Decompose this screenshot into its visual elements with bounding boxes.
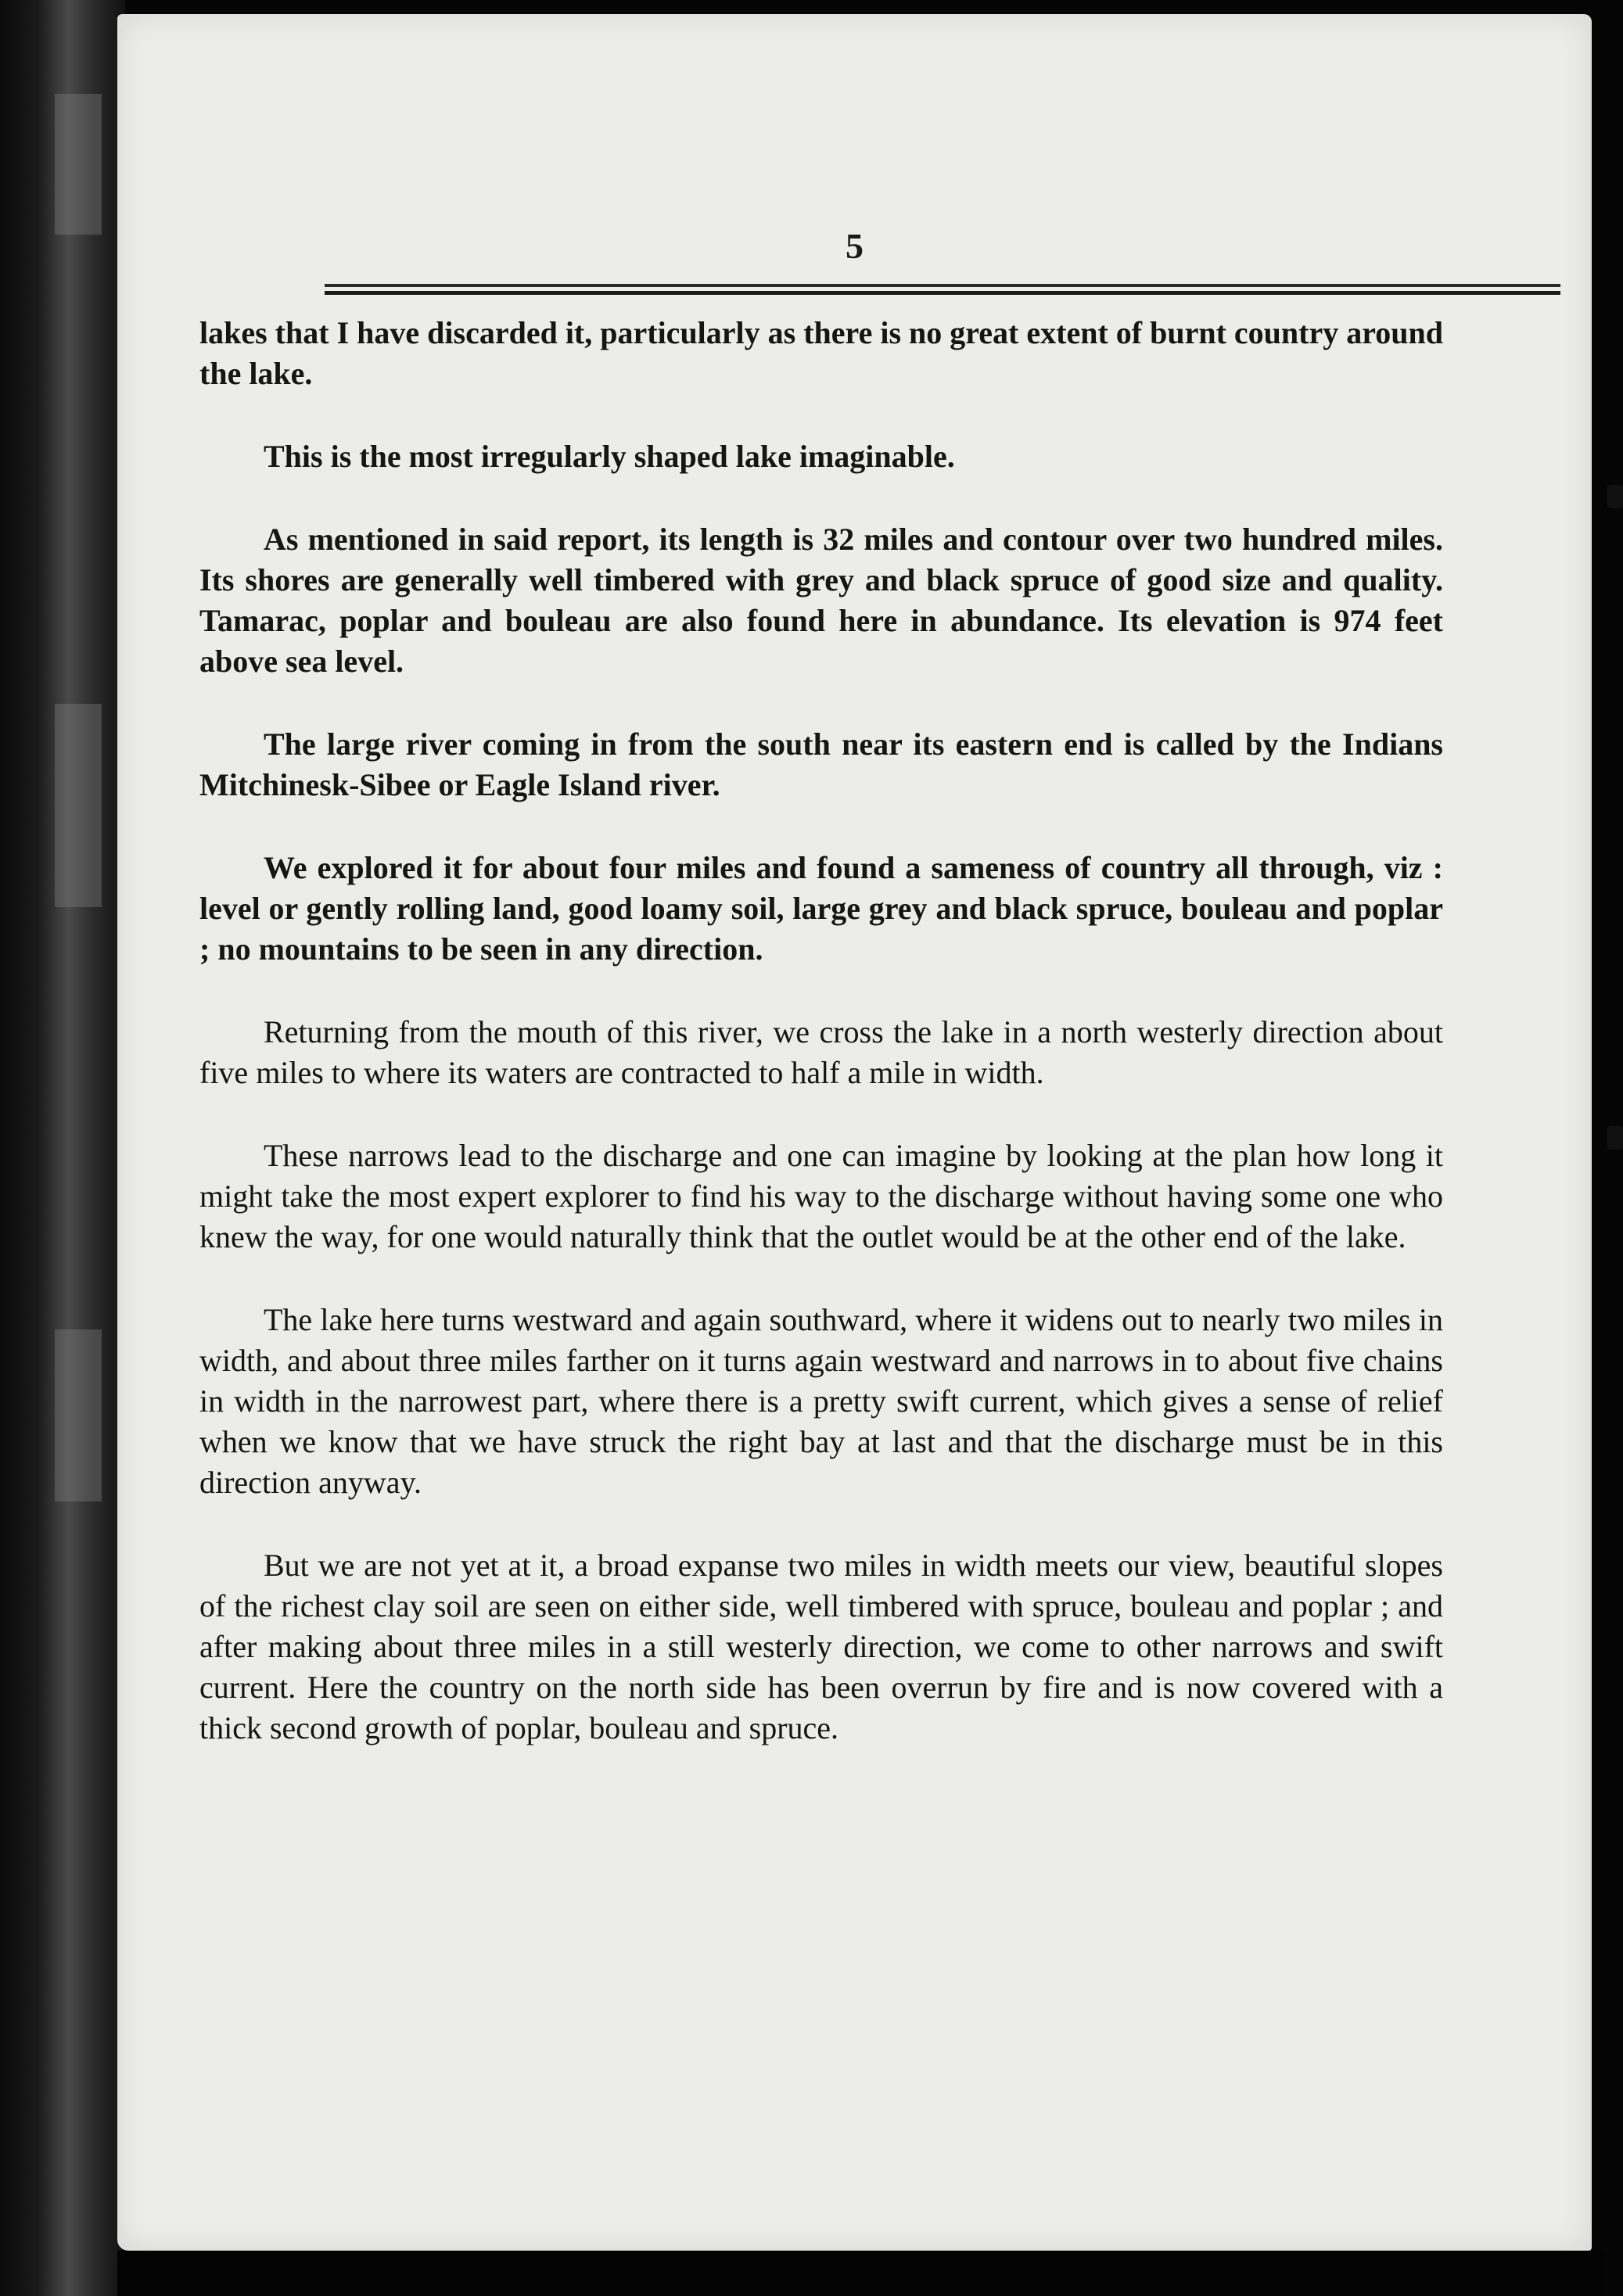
paragraph: The lake here turns westward and again southward, where it widens out to nearly two miles in width, and about three miles farther on it turns again westward and narrows in to about five chains in width in the narrowest part, where there is a pretty swift current, which gives a sense of relief when we know that we have struck the right bay at last and that the discharge must be in this direction anyway. [199,1302,1443,1500]
paragraph: As mentioned in said report, its length is 32 miles and contour over two hundred miles. Its shores are generally well timbered with grey and black spruce of good size and quality. Tamarac, poplar and bouleau are also found here in abundance. Its elevation is 974 feet above sea level. [199,522,1443,679]
book-binding-edge [0,0,125,2296]
paragraph: Returning from the mouth of this river, we cross the lake in a north westerly direction about five miles to where its waters are contracted to half a mile in width. [199,1014,1443,1090]
paragraph: But we are not yet at it, a broad expanse two miles in width meets our view, beautiful slopes of the richest clay soil are seen on either side, well timbered with spruce, bouleau and poplar ; and after making about three miles in a still westerly direction, we come to other narrows and swift current. Here the country on the north side has been overrun by fire and is now covered with a thick second growth of poplar, bouleau and spruce. [199,1548,1443,1745]
paragraph: This is the most irregularly shaped lake imaginable. [264,439,955,474]
page-edge-mark [1607,1126,1623,1150]
bottom-scan-border [117,2251,1603,2296]
header-double-rule [325,284,1560,295]
page-edge-mark [1607,485,1623,508]
paragraph: These narrows lead to the discharge and one can imagine by looking at the plan how long it might take the most expert explorer to find his way to the discharge without having some one who knew the way, for one would naturally think that the outlet would be at the other end of the lake. [199,1138,1443,1254]
body-text [199,313,1443,1791]
paragraph: lakes that I have discarded it, particularly as there is no great extent of burnt country around the lake. [199,315,1443,391]
paragraph: We explored it for about four miles and found a sameness of country all through, viz : level or gently rolling land, good loamy soil, large grey and black spruce, bouleau and poplar ; no mountains to be seen in any direction. [199,850,1443,967]
paragraph: The large river coming in from the south near its eastern end is called by the Indians Mitchinesk-Sibee or Eagle Island river. [199,726,1443,802]
page-number: 5 [846,226,864,266]
